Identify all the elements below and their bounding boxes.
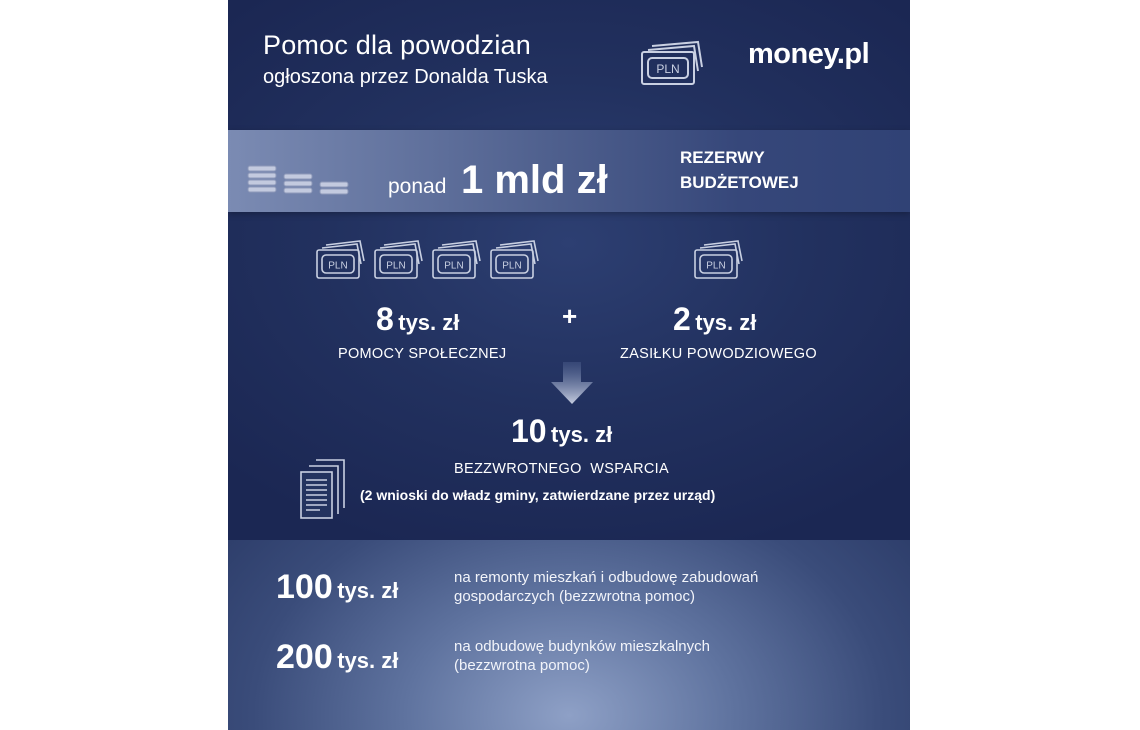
social-aid-amount — [376, 301, 459, 338]
infographic — [228, 0, 910, 730]
page-title: Pomoc dla powodzian — [263, 30, 531, 60]
banknote-label: PLN — [386, 260, 406, 272]
page-subtitle: ogłoszona przez Donalda Tuska — [263, 66, 548, 88]
banknote-label: PLN — [656, 62, 680, 76]
description-line: gospodarczych (bezzwrotna pomoc) — [454, 588, 695, 605]
banknote-icon — [488, 237, 542, 283]
banknote-icon — [430, 237, 484, 283]
rebuild-number: 200 — [276, 638, 333, 676]
reserve-prefix: ponad — [388, 175, 447, 198]
reserve-amount: 1 mld zł — [461, 158, 608, 202]
renovation-unit: tys. zł — [337, 578, 399, 603]
total-unit: tys. zł — [551, 422, 613, 447]
reserve-label: REZERWY — [680, 148, 765, 167]
total-note: (2 wnioski do władz gminy, zatwierdzane przez urząd) — [360, 487, 716, 503]
description-line: na remonty mieszkań i odbudowę zabudowań — [454, 569, 759, 586]
coin-stacks-icon — [246, 162, 356, 198]
flood-allowance-label: ZASIŁKU POWODZIOWEGO — [620, 346, 817, 362]
banknote-icon — [372, 237, 426, 283]
banknote-label: PLN — [706, 260, 726, 272]
total-number: 10 — [511, 413, 547, 449]
social-aid-label: POMOCY SPOŁECZNEJ — [338, 346, 507, 362]
flood-allowance-amount — [673, 301, 756, 338]
social-aid-unit: tys. zł — [398, 310, 460, 335]
renovation-number: 100 — [276, 568, 333, 606]
banknote-label: PLN — [444, 260, 464, 272]
plus-sign: + — [562, 301, 578, 331]
banknote-icon — [692, 237, 746, 283]
reserve-label: BUDŻETOWEJ — [680, 173, 799, 192]
description-line: (bezzwrotna pomoc) — [454, 657, 590, 674]
renovation-amount — [276, 568, 398, 607]
banknote-icon — [314, 237, 368, 283]
banknote-label: PLN — [502, 260, 522, 272]
flood-allowance-number: 2 — [673, 301, 691, 337]
total-label: BEZZWROTNEGO WSPARCIA — [454, 461, 669, 477]
banknote-label: PLN — [328, 260, 348, 272]
rebuild-amount — [276, 638, 398, 677]
flood-allowance-unit: tys. zł — [695, 310, 757, 335]
rebuild-unit: tys. zł — [337, 648, 399, 673]
total-amount — [511, 413, 612, 450]
money-pl-logo: money.pl — [748, 38, 870, 70]
description-line: na odbudowę budynków mieszkalnych — [454, 638, 710, 655]
rebuild-description — [454, 637, 874, 675]
banknote-icon — [638, 37, 710, 89]
documents-icon — [298, 458, 348, 522]
social-aid-number: 8 — [376, 301, 394, 337]
arrow-down-icon — [550, 362, 594, 406]
renovation-description — [454, 568, 874, 606]
